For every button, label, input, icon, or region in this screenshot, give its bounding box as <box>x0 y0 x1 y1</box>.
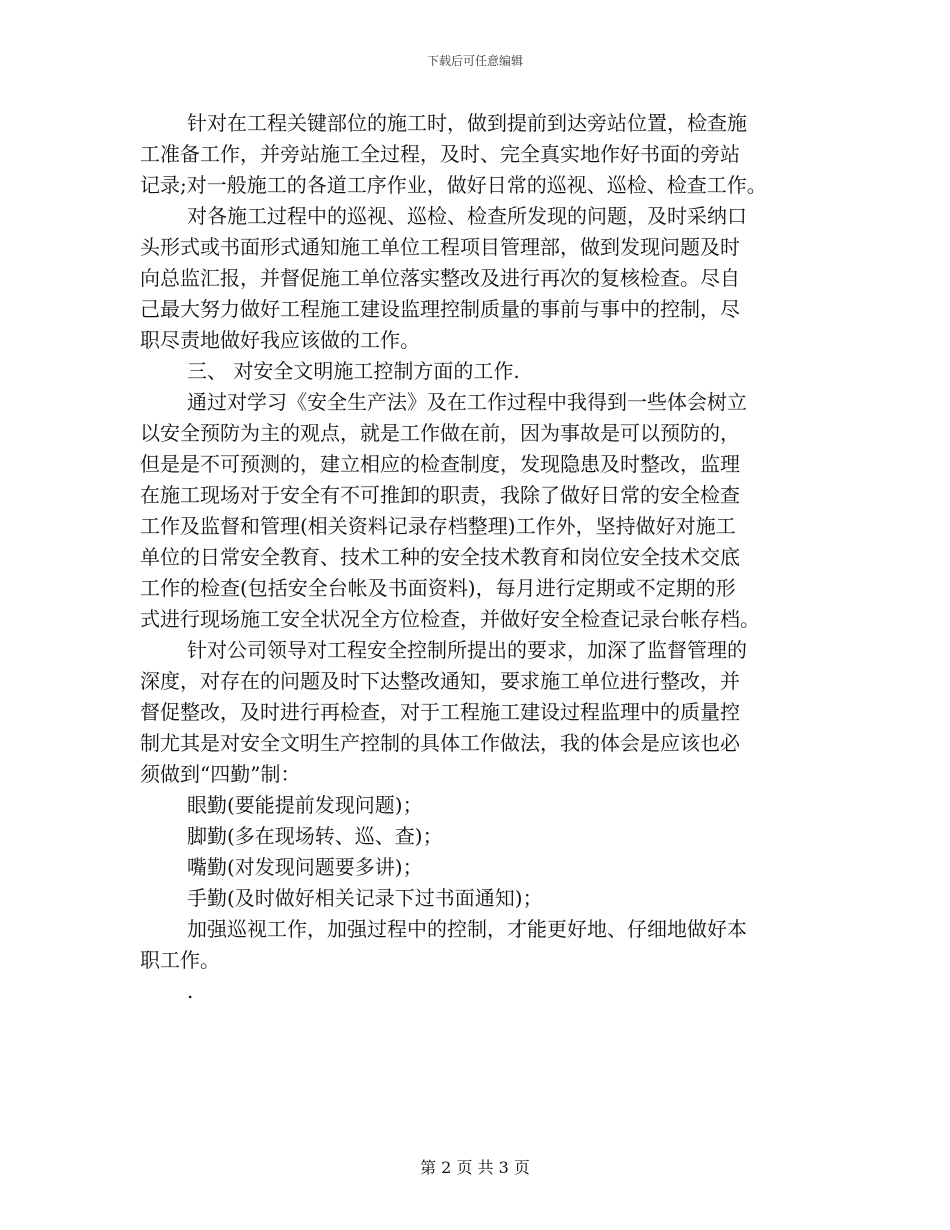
body-line-28: 职工作。 <box>140 948 220 972</box>
body-line-18: 针对公司领导对工程安全控制所提出的要求，加深了监督管理的 <box>187 638 747 662</box>
body-line-21: 制尤其是对安全文明生产控制的具体工作做法，我的体会是应该也必 <box>140 731 740 755</box>
page-footer-number: 第 2 页 共 3 页 <box>420 1158 530 1177</box>
body-line-14: 工作及监督和管理(相关资料记录存档整理)工作外，坚持做好对施工 <box>140 514 736 538</box>
body-line-13: 在施工现场对于安全有不可推卸的职责，我除了做好日常的安全检查 <box>140 483 740 507</box>
body-line-12: 但是是不可预测的，建立相应的检查制度，发现隐患及时整改，监理 <box>140 452 740 476</box>
document-body <box>140 108 810 1007</box>
body-line-20: 督促整改，及时进行再检查，对于工程施工建设过程监理中的质量控 <box>140 700 740 724</box>
page-header-note: 下载后可任意编辑 <box>426 54 523 68</box>
body-line-8: 职尽责地做好我应该做的工作。 <box>140 328 420 352</box>
body-line-19: 深度，对存在的问题及时下达整改通知，要求施工单位进行整改，并 <box>140 669 740 693</box>
body-line-27: 加强巡视工作，加强过程中的控制，才能更好地、仔细地做好本 <box>187 917 747 941</box>
section-heading: 三、 对安全文明施工控制方面的工作. <box>187 359 520 383</box>
list-item-mouth: 嘴勤(对发现问题要多讲)； <box>187 855 423 879</box>
body-line-1: 针对在工程关键部位的施工时，做到提前到达旁站位置，检查施 <box>187 111 747 135</box>
body-line-3: 记录;对一般施工的各道工序作业，做好日常的巡视、巡检、检查工作。 <box>140 173 767 197</box>
list-item-eye: 眼勤(要能提前发现问题)； <box>187 793 423 817</box>
body-line-17: 式进行现场施工安全状况全方位检查，并做好安全检查记录台帐存档。 <box>140 607 760 631</box>
body-line-16: 工作的检查(包括安全台帐及书面资料)，每月进行定期或不定期的形 <box>140 576 736 600</box>
body-line-6: 向总监汇报，并督促施工单位落实整改及进行再次的复核检查。尽自 <box>140 266 740 290</box>
body-line-7: 己最大努力做好工程施工建设监理控制质量的事前与事中的控制，尽 <box>140 297 740 321</box>
body-line-5: 头形式或书面形式通知施工单位工程项目管理部，做到发现问题及时 <box>140 235 740 259</box>
list-item-hand: 手勤(及时做好相关记录下过书面通知)； <box>187 886 543 910</box>
trailing-dot: . <box>187 979 194 1003</box>
body-line-15: 单位的日常安全教育、技术工种的安全技术教育和岗位安全技术交底 <box>140 545 740 569</box>
body-line-22: 须做到“四勤”制： <box>140 762 301 786</box>
body-line-11: 以安全预防为主的观点，就是工作做在前，因为事故是可以预防的， <box>140 421 740 445</box>
body-line-4: 对各施工过程中的巡视、巡检、检查所发现的问题，及时采纳口 <box>187 204 747 228</box>
list-item-foot: 脚勤(多在现场转、巡、查)； <box>187 824 443 848</box>
body-line-2: 工准备工作，并旁站施工全过程，及时、完全真实地作好书面的旁站 <box>140 142 740 166</box>
body-line-10: 通过对学习《安全生产法》及在工作过程中我得到一些体会树立 <box>187 390 747 414</box>
